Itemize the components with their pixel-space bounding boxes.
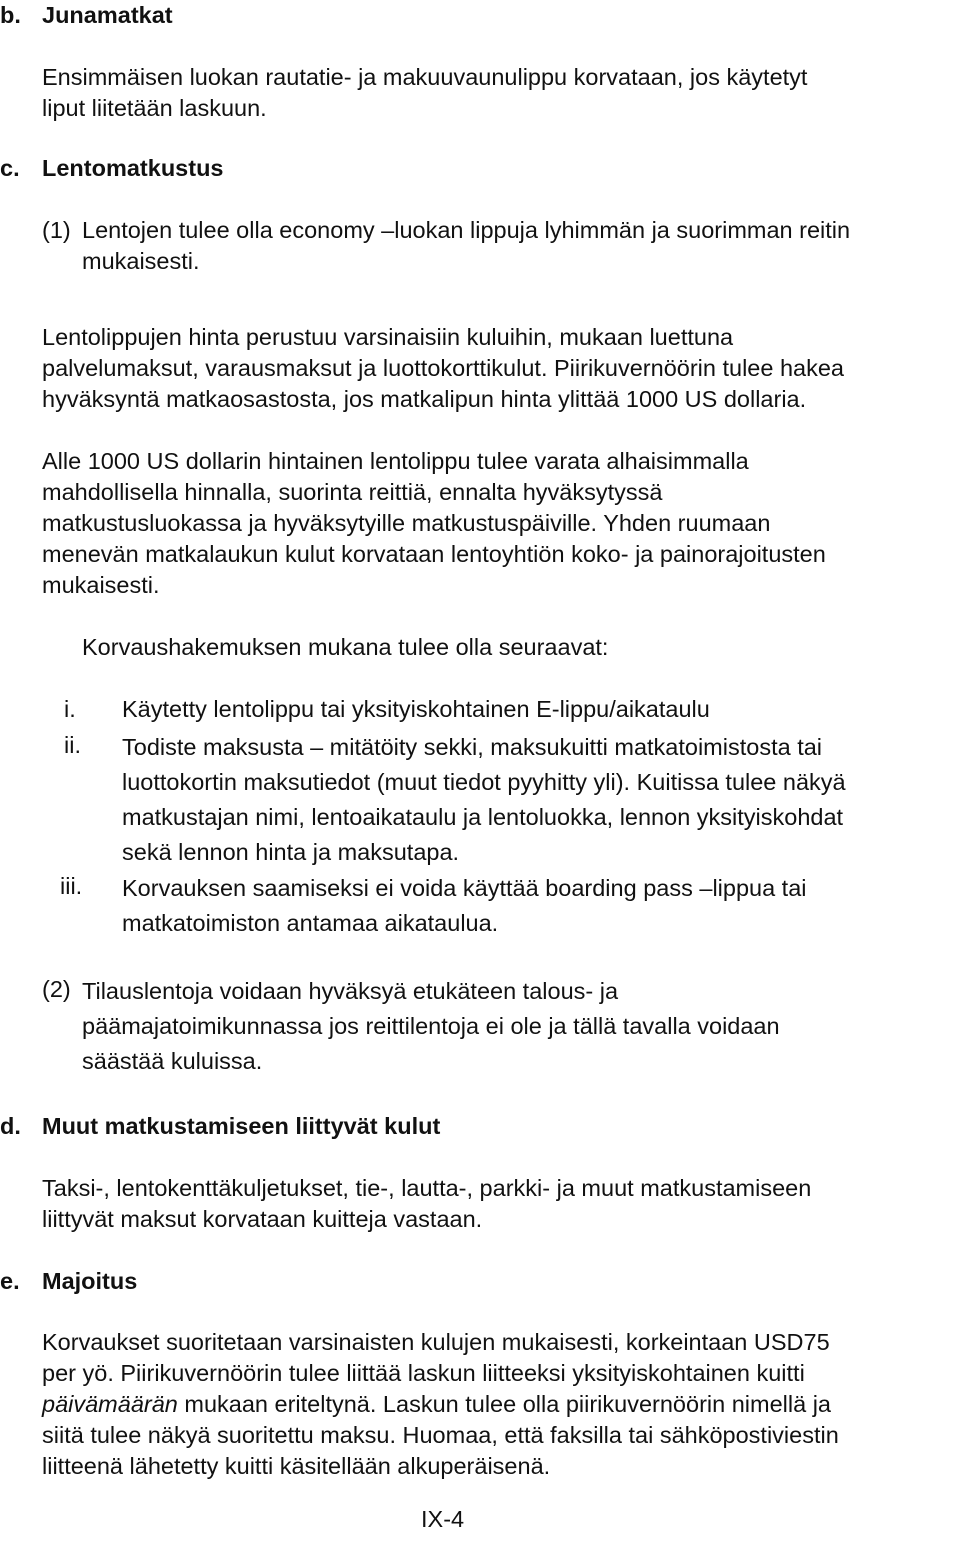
text-line xyxy=(42,1389,839,1420)
text-line: Alle 1000 US dollarin hintainen lentolippu tulee varata alhaisimmalla xyxy=(42,448,749,474)
text-line: liittyvät maksut korvataan kuitteja vastaan. xyxy=(42,1206,483,1232)
text-line: mahdollisella hinnalla, suorinta reittiä, ennalta hyväksytyssä xyxy=(42,479,663,505)
text-line: Ensimmäisen luokan rautatie- ja makuuvaunulippu korvataan, jos käytetyt xyxy=(42,64,808,90)
text-line: Korvaukset suoritetaan varsinaisten kulujen mukaisesti, korkeintaan USD75 xyxy=(42,1329,830,1355)
list-item-i xyxy=(122,694,710,725)
text-line: Käytetty lentolippu tai yksityiskohtainen E-lippu/aikataulu xyxy=(122,696,710,722)
section-b-paragraph xyxy=(42,62,807,124)
text-line: Taksi-, lentokenttäkuljetukset, tie-, lautta-, parkki- ja muut matkustamiseen xyxy=(42,1175,812,1201)
text-line: Tilauslentoja voidaan hyväksyä etukäteen talous- ja xyxy=(82,978,619,1004)
text-line: siitä tulee näkyä suoritettu maksu. Huomaa, että faksilla tai sähköpostiviestin xyxy=(42,1422,839,1448)
airfare-paragraph-1 xyxy=(42,322,844,415)
text-line: luottokortin maksutiedot (muut tiedot pyyhitty yli). Kuitissa tulee näkyä xyxy=(122,769,846,795)
text-line: liput liitetään laskuun. xyxy=(42,95,267,121)
text-line: Todiste maksusta – mitätöity sekki, maksukuitti matkatoimistosta tai xyxy=(122,734,823,760)
item-1-number: (1) xyxy=(42,217,71,243)
item-2-number: (2) xyxy=(42,976,71,1002)
text-line: per yö. Piirikuvernöörin tulee liittää laskun liitteeksi yksityiskohtainen kuitti xyxy=(42,1360,805,1386)
section-d-marker: d. xyxy=(0,1113,21,1139)
section-b-marker: b. xyxy=(0,2,21,28)
list-number-ii: ii. xyxy=(64,732,81,758)
text-line: hyväksyntä matkaosastosta, jos matkalipun hinta ylittää 1000 US dollaria. xyxy=(42,386,807,412)
list-intro: Korvaushakemuksen mukana tulee olla seuraavat: xyxy=(82,634,609,660)
section-e-paragraph xyxy=(42,1327,839,1482)
text-line: säästää kuluissa. xyxy=(82,1048,263,1074)
page-number: IX-4 xyxy=(421,1506,465,1532)
list-item-ii xyxy=(122,730,846,870)
text-line: mukaisesti. xyxy=(82,248,200,274)
text-line: palvelumaksut, varausmaksut ja luottokorttikulut. Piirikuvernöörin tulee hakea xyxy=(42,355,845,381)
text-line: päämajatoimikunnassa jos reittilentoja ei ole ja tällä tavalla voidaan xyxy=(82,1013,780,1039)
text-line: Lentojen tulee olla economy –luokan lippuja lyhimmän ja suorimman reitin xyxy=(82,217,851,243)
item-2-text xyxy=(82,974,780,1079)
text-line: Lentolippujen hinta perustuu varsinaisiin kuluihin, mukaan luettuna xyxy=(42,324,734,350)
section-c-heading: Lentomatkustus xyxy=(42,155,224,181)
italic-word: päivämäärän xyxy=(42,1391,178,1417)
text-line: Korvauksen saamiseksi ei voida käyttää boarding pass –lippua tai xyxy=(122,875,807,901)
item-1-text xyxy=(82,215,850,277)
text-line: liitteenä lähetetty kuitti käsitellään alkuperäisenä. xyxy=(42,1453,551,1479)
section-d-paragraph xyxy=(42,1173,811,1235)
airfare-paragraph-2 xyxy=(42,446,826,601)
section-e-marker: e. xyxy=(0,1268,20,1294)
text-line: matkustusluokassa ja hyväksytyille matkustuspäiville. Yhden ruumaan xyxy=(42,510,771,536)
section-c-marker: c. xyxy=(0,155,20,181)
section-b-heading: Junamatkat xyxy=(42,2,173,28)
text-line: mukaisesti. xyxy=(42,572,160,598)
list-item-iii xyxy=(122,871,807,941)
text-line: sekä lennon hinta ja maksutapa. xyxy=(122,839,460,865)
text-line: matkatoimiston antamaa aikataulua. xyxy=(122,910,499,936)
section-d-heading: Muut matkustamiseen liittyvät kulut xyxy=(42,1113,441,1139)
text-line: matkustajan nimi, lentoaikataulu ja lentoluokka, lennon yksityiskohdat xyxy=(122,804,844,830)
section-e-heading: Majoitus xyxy=(42,1268,138,1294)
list-number-iii: iii. xyxy=(60,873,83,899)
text-fragment: mukaan eriteltynä. Laskun tulee olla piirikuvernöörin nimellä ja xyxy=(177,1391,831,1417)
text-line: menevän matkalaukun kulut korvataan lentoyhtiön koko- ja painorajoitusten xyxy=(42,541,826,567)
list-number-i: i. xyxy=(64,696,76,722)
